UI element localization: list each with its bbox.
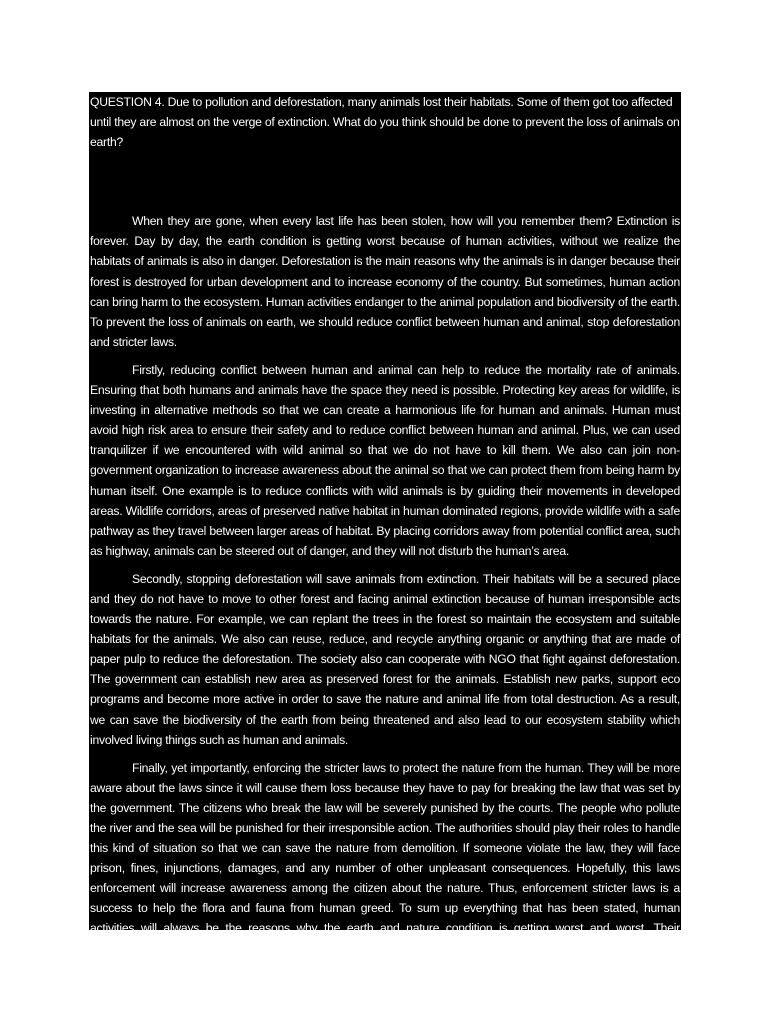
paragraph-finally: Finally, yet importantly, enforcing the stricter laws to protect the nature from the human. They will be more aware about the laws since it will cause them loss because they have to pay for breaking the law that was set by the government. The citizens who break the law will be severely punished by the courts. The people who pollute the river and the sea will be punished for their irresponsible action. The authorities should play their roles to handle this kind of situation so that we can save the nature from demolition. If someone violate the law, they will face prison, fines, injunctions, damages, and any number of other unpleasant consequences. Hopefully, this laws enforcement will increase awareness among the citizen about the nature. Thus, enforcement stricter laws is a success to help the flora and fauna from human greed. To sum up everything that has been stated, human activities will always be the reasons why the earth and nature condition is getting worst and worst. Their greediness kills the bbox=[90, 760, 680, 956]
paragraph-secondly: Secondly, stopping deforestation will save animals from extinction. Their habitats will be a secured place and they do not have to move to other forest and facing animal extinction because of human irresponsible acts towards the nature. For example, we can replant the trees in the forest so maintain the ecosystem and suitable habitats for the animals. We also can reuse, reduce, and recycle anything organic or anything that are made of paper pulp to reduce the deforestation. The society also can cooperate with NGO that fight against deforestation. The government can establish new area as preserved forest for the animals. Establish new parks, support eco programs and become more active in order to save the nature and animal life from total destruction. As a result, we can save the biodiversity of the earth from being threatened and also lead to our ecosystem stability which involved living things such as human and animals. bbox=[90, 571, 680, 747]
essay-text-block bbox=[89, 92, 681, 956]
question-text: QUESTION 4. Due to pollution and deforestation, many animals lost their habitats. Some of them got too affected until they are almost on the verge of extinction. What do you think should be done to prevent the loss of animals on earth? bbox=[90, 95, 680, 150]
paragraph-firstly: Firstly, reducing conflict between human and animal can help to reduce the mortality rate of animals. Ensuring that both humans and animals have the space they need is possible. Protecting key areas for wildlife, is investing in alternative methods so that we can create a harmonious life for human and animals. Human must avoid high risk area to ensure their safety and to reduce conflict between human and animal. Plus, we can used tranquilizer if we encountered with wild animal so that we do not have to kill them. We also can join non-government organization to increase awareness about the animal so that we can protect them from being harm by human itself. One example is to reduce conflicts with wild animals is by guiding their movements in developed areas. Wildlife corridors, areas of preserved native habitat in human dominated regions, provide wildlife with a safe pathway as they travel between larger areas of habitat. By placing corridors away from potential conflict area, such as highway, animals can be steered out of danger, and they will not disturb the human’s area. bbox=[90, 362, 680, 558]
paragraph-intro: When they are gone, when every last life has been stolen, how will you remember them? Extinction is forever. Day by day, the earth condition is getting worst because of human activities, without we realize the habitats of animals is also in danger. Deforestation is the main reasons why the animals is in danger because their forest is destroyed for urban development and to increase economy of the country. But sometimes, human action can bring harm to the ecosystem. Human activities endanger to the animal population and biodiversity of the earth. To prevent the loss of animals on earth, we should reduce conflict between human and animal, stop deforestation and stricter laws. bbox=[90, 214, 680, 349]
spacer bbox=[90, 152, 680, 211]
